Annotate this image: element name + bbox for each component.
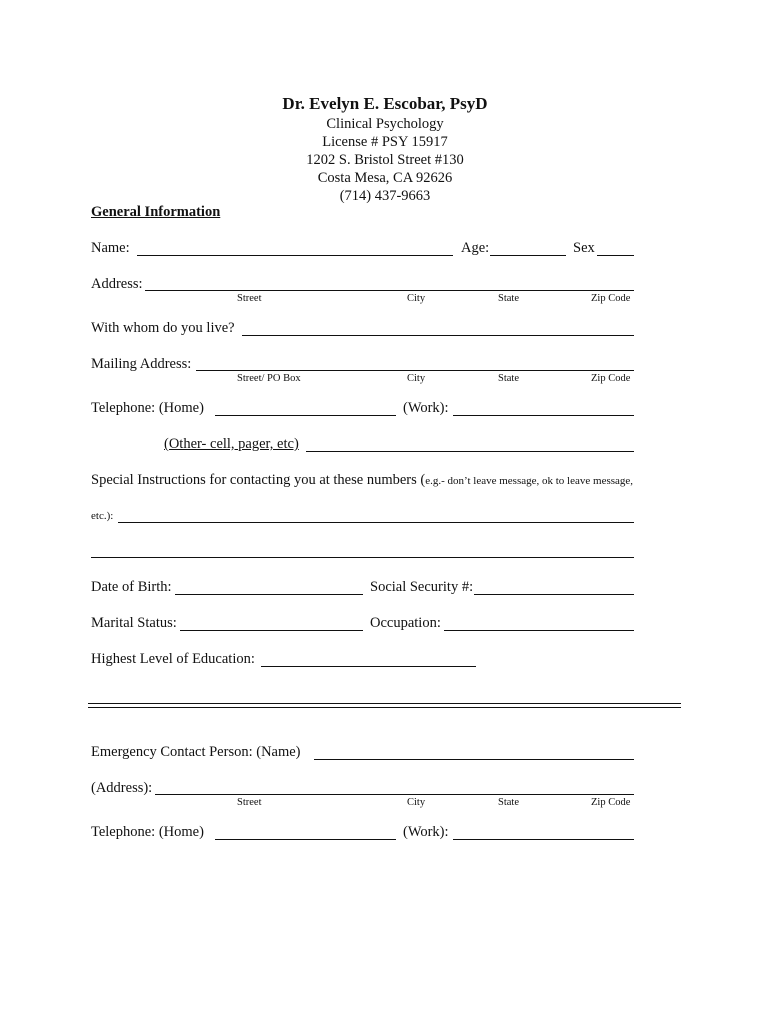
address-city-caption: City <box>407 293 426 304</box>
telephone-work-field[interactable] <box>453 415 634 416</box>
address-zip-caption: Zip Code <box>591 293 631 304</box>
occupation-label: Occupation: <box>370 615 441 631</box>
dob-field[interactable] <box>175 594 363 595</box>
mailing-city-caption: City <box>407 373 426 384</box>
special-instructions-label <box>91 472 633 489</box>
address-field[interactable] <box>145 290 634 291</box>
education-field[interactable] <box>261 666 476 667</box>
emergency-zip-caption: Zip Code <box>591 797 631 808</box>
practitioner-license: License # PSY 15917 <box>322 134 448 150</box>
practitioner-specialty: Clinical Psychology <box>326 116 444 132</box>
name-label: Name: <box>91 240 130 256</box>
emergency-telephone-home-field[interactable] <box>215 839 396 840</box>
telephone-other-label: (Other- cell, pager, etc) <box>164 436 299 452</box>
marital-status-field[interactable] <box>180 630 363 631</box>
emergency-street-caption: Street <box>237 797 262 808</box>
telephone-home-field[interactable] <box>215 415 396 416</box>
emergency-address-label: (Address): <box>91 780 153 796</box>
emergency-address-field[interactable] <box>155 794 634 795</box>
education-label: Highest Level of Education: <box>91 651 255 667</box>
address-label: Address: <box>91 276 143 292</box>
special-instructions-etc: etc.): <box>91 510 114 522</box>
mailing-zip-caption: Zip Code <box>591 373 631 384</box>
practitioner-city: Costa Mesa, CA 92626 <box>317 170 453 186</box>
section-divider-bottom <box>88 707 681 708</box>
emergency-contact-field[interactable] <box>314 759 634 760</box>
emergency-city-caption: City <box>407 797 426 808</box>
address-street-caption: Street <box>237 293 262 304</box>
occupation-field[interactable] <box>444 630 634 631</box>
age-label: Age: <box>461 240 490 256</box>
mailing-address-field[interactable] <box>196 370 634 371</box>
special-instructions-main: Special Instructions for contacting you at these numbers ( <box>91 472 426 488</box>
emergency-state-caption: State <box>498 797 519 808</box>
name-field[interactable] <box>137 255 453 256</box>
mailing-state-caption: State <box>498 373 519 384</box>
section-divider-top <box>88 703 681 704</box>
ssn-field[interactable] <box>474 594 634 595</box>
practitioner-phone: (714) 437-9663 <box>339 188 431 204</box>
marital-status-label: Marital Status: <box>91 615 177 631</box>
with-whom-field[interactable] <box>242 335 634 336</box>
emergency-contact-label: Emergency Contact Person: (Name) <box>91 744 301 760</box>
emergency-telephone-work-field[interactable] <box>453 839 634 840</box>
dob-label: Date of Birth: <box>91 579 172 595</box>
age-field[interactable] <box>490 255 566 256</box>
with-whom-label: With whom do you live? <box>91 320 235 336</box>
emergency-telephone-work-label: (Work): <box>403 824 449 840</box>
practitioner-street: 1202 S. Bristol Street #130 <box>306 152 464 168</box>
section-title: General Information <box>91 204 221 220</box>
practitioner-name: Dr. Evelyn E. Escobar, PsyD <box>282 94 488 113</box>
special-instructions-field-1[interactable] <box>118 522 634 523</box>
mailing-address-label: Mailing Address: <box>91 356 192 372</box>
mailing-po-box-caption: Street/ PO Box <box>237 373 301 384</box>
telephone-other-field[interactable] <box>306 451 634 452</box>
emergency-telephone-home-label: Telephone: (Home) <box>91 824 204 840</box>
special-instructions-field-2[interactable] <box>91 557 634 558</box>
telephone-work-label: (Work): <box>403 400 449 416</box>
sex-label: Sex <box>573 240 595 256</box>
sex-field[interactable] <box>597 255 634 256</box>
address-state-caption: State <box>498 293 519 304</box>
telephone-home-label: Telephone: (Home) <box>91 400 204 416</box>
special-instructions-example: e.g.- don’t leave message, ok to leave message, <box>425 475 634 487</box>
ssn-label: Social Security #: <box>370 579 474 595</box>
